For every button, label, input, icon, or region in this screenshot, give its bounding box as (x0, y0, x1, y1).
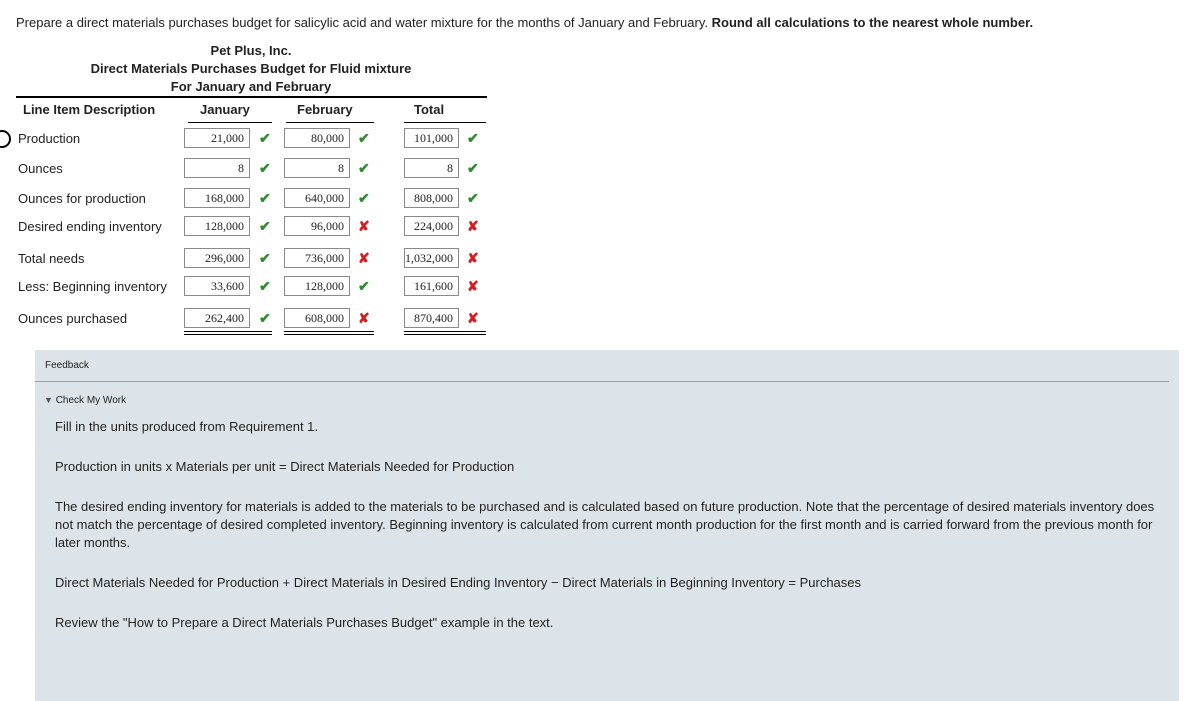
feedback-paragraph-4: Direct Materials Needed for Production + Direct Materials in Desired Ending Inventory − Direct Materials in Beginning Inventory = Purchases (55, 575, 862, 590)
feb-input[interactable]: 96,000 (284, 216, 350, 236)
checkmark-icon: ✔ (259, 130, 271, 146)
checkmark-icon: ✔ (358, 278, 370, 294)
instruction-bold: Round all calculations to the nearest whole number. (711, 15, 1034, 30)
feedback-title: Feedback (45, 360, 89, 371)
total-input[interactable]: 808,000 (404, 188, 459, 208)
feb-input[interactable]: 608,000 (284, 308, 350, 328)
jan-input[interactable]: 168,000 (184, 188, 250, 208)
total-input[interactable]: 870,400 (404, 308, 459, 328)
x-mark-icon: ✘ (358, 218, 370, 234)
question-marker (0, 130, 11, 148)
february-rule (286, 122, 374, 123)
jan-input[interactable]: 296,000 (184, 248, 250, 268)
x-mark-icon: ✘ (358, 310, 370, 326)
total-input[interactable]: 224,000 (404, 216, 459, 236)
total-input[interactable]: 8 (404, 158, 459, 178)
jan-input[interactable]: 128,000 (184, 216, 250, 236)
feedback-paragraph-2: Production in units x Materials per unit = Direct Materials Needed for Production (55, 459, 515, 474)
row-label: Ounces for production (18, 191, 146, 206)
checkmark-icon: ✔ (467, 190, 479, 206)
double-underline (404, 331, 486, 332)
col-header-february: February (297, 102, 353, 117)
check-my-work-label: Check My Work (55, 395, 127, 406)
jan-input[interactable]: 262,400 (184, 308, 250, 328)
total-input[interactable]: 161,600 (404, 276, 459, 296)
instruction-text (16, 15, 1033, 30)
checkmark-icon: ✔ (259, 250, 271, 266)
feb-input[interactable]: 128,000 (284, 276, 350, 296)
checkmark-icon: ✔ (358, 190, 370, 206)
row-label: Less: Beginning inventory (18, 279, 167, 294)
total-input[interactable]: 1,032,000 (404, 248, 459, 268)
x-mark-icon: ✘ (467, 310, 479, 326)
checkmark-icon: ✔ (259, 190, 271, 206)
x-mark-icon: ✘ (467, 218, 479, 234)
row-label: Ounces purchased (18, 311, 128, 326)
checkmark-icon: ✔ (467, 130, 479, 146)
checkmark-icon: ✔ (259, 160, 271, 176)
feedback-panel (35, 350, 1179, 701)
budget-period: For January and February (170, 79, 332, 94)
double-underline (184, 334, 272, 335)
row-label: Total needs (18, 251, 85, 266)
jan-input[interactable]: 33,600 (184, 276, 250, 296)
feedback-paragraph-3: The desired ending inventory for materials is added to the materials to be purchased and is calculated based on future production. Note that the percentage of desired materials inventory does not match the percentage of desired completed inventory. Beginning inventory is calculated from current month production for the first month and is carried forward from the previous month for later months. (55, 499, 1155, 550)
x-mark-icon: ✘ (358, 250, 370, 266)
checkmark-icon: ✔ (259, 310, 271, 326)
feb-input[interactable]: 640,000 (284, 188, 350, 208)
x-mark-icon: ✘ (467, 250, 479, 266)
triangle-down-icon: ▼ (44, 395, 53, 405)
jan-input[interactable]: 21,000 (184, 128, 250, 148)
checkmark-icon: ✔ (467, 160, 479, 176)
row-label: Production (18, 131, 81, 146)
checkmark-icon: ✔ (358, 130, 370, 146)
x-mark-icon: ✘ (467, 278, 479, 294)
checkmark-icon: ✔ (259, 218, 271, 234)
company-name: Pet Plus, Inc. (210, 43, 292, 58)
double-underline (284, 331, 374, 332)
col-header-january: January (200, 102, 250, 117)
feb-input[interactable]: 736,000 (284, 248, 350, 268)
feedback-paragraph-5: Review the "How to Prepare a Direct Materials Purchases Budget" example in the text. (55, 615, 554, 630)
feedback-paragraph-1: Fill in the units produced from Requirement 1. (55, 419, 319, 434)
feb-input[interactable]: 80,000 (284, 128, 350, 148)
double-underline (284, 334, 374, 335)
col-header-label: Line Item Description (23, 102, 156, 117)
january-rule (188, 122, 272, 123)
total-rule (404, 122, 486, 123)
check-my-work-toggle[interactable] (44, 395, 126, 406)
instruction-main: Prepare a direct materials purchases budget for salicylic acid and water mixture for the months of January and February. (16, 15, 708, 30)
total-input[interactable]: 101,000 (404, 128, 459, 148)
budget-title: Direct Materials Purchases Budget for Fluid mixture (90, 61, 412, 76)
feb-input[interactable]: 8 (284, 158, 350, 178)
double-underline (184, 331, 272, 332)
feedback-divider (35, 381, 1169, 382)
checkmark-icon: ✔ (259, 278, 271, 294)
double-underline (404, 334, 486, 335)
row-label: Ounces (18, 161, 63, 176)
col-header-total: Total (414, 102, 445, 117)
row-label: Desired ending inventory (18, 219, 162, 234)
header-rule (16, 96, 487, 98)
jan-input[interactable]: 8 (184, 158, 250, 178)
checkmark-icon: ✔ (358, 160, 370, 176)
